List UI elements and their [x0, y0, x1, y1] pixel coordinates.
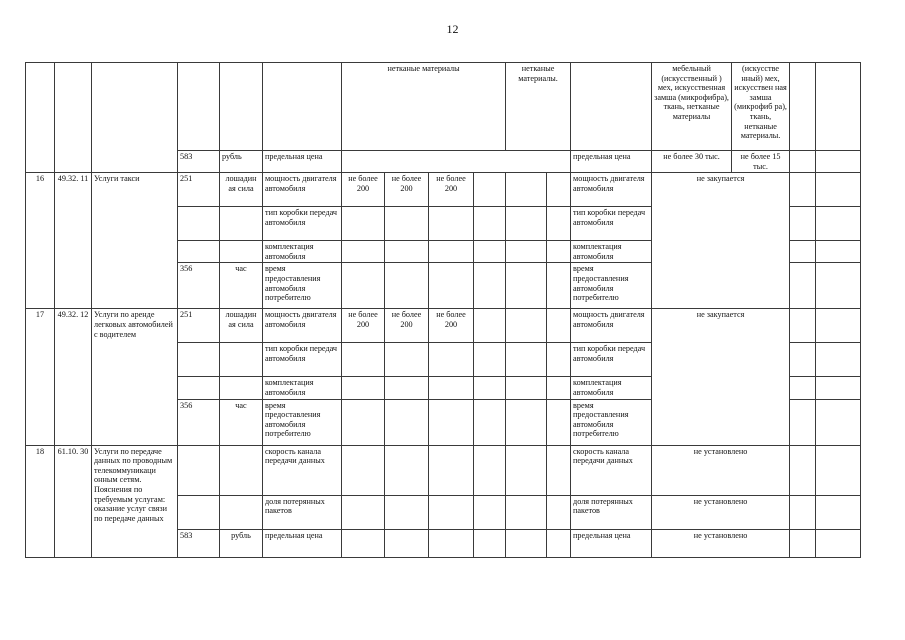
okpd-code: 49.32. 11	[55, 173, 92, 309]
characteristic-label: тип коробки передач автомобиля	[263, 343, 342, 377]
fur-cell-2: (искусстве нный) мех, искусствен ная замша (микрофиб ра), ткань, нетканые материалы.	[732, 63, 790, 151]
nonwoven-cell-2: нетканые материалы.	[506, 63, 571, 151]
procurement-requirements-table	[25, 62, 861, 558]
unit-name: лошадин ая сила	[220, 173, 263, 207]
characteristic-label-2: время предоставления автомобиля потребителю	[571, 399, 652, 445]
okei-code: 356	[178, 263, 220, 309]
characteristic-label: комплектация автомобиля	[263, 377, 342, 399]
characteristic-label-2: предельная цена	[571, 151, 652, 173]
value-cell: не более 200	[429, 309, 474, 343]
characteristic-label-2: комплектация автомобиля	[571, 377, 652, 399]
procurement-note: не закупается	[652, 309, 790, 445]
value-cell: не более 200	[342, 173, 385, 207]
characteristic-label-2: комплектация автомобиля	[571, 241, 652, 263]
characteristic-label: скорость канала передачи данных	[263, 445, 342, 495]
characteristic-label-2: предельная цена	[571, 529, 652, 557]
procurement-note: не установлено	[652, 529, 790, 557]
table-row	[26, 445, 861, 495]
value-cell: не более 200	[385, 173, 429, 207]
okei-code: 356	[178, 399, 220, 445]
value-cell: не более 200	[429, 173, 474, 207]
row-number: 17	[26, 309, 55, 445]
item-name: Услуги по передаче данных по проводным телекоммуникаци онным сетям. Пояснения по требуемым услугам: оказание услуг связи по передаче данных	[92, 445, 178, 557]
characteristic-label: комплектация автомобиля	[263, 241, 342, 263]
nonwoven-cell-1: нетканые материалы	[342, 63, 506, 151]
characteristic-label: время предоставления автомобиля потребителю	[263, 263, 342, 309]
header-continuation-row	[26, 63, 861, 151]
table-row	[26, 309, 861, 343]
characteristic-label-2: мощность двигателя автомобиля	[571, 173, 652, 207]
procurement-note: не закупается	[652, 173, 790, 309]
fur-cell-1: мебельный (искусственный ) мех, искусственная замша (микрофибра), ткань, нетканые материалы	[652, 63, 732, 151]
unit-name: час	[220, 263, 263, 309]
characteristic-label-2: доля потерянных пакетов	[571, 495, 652, 529]
characteristic-label-2: тип коробки передач автомобиля	[571, 207, 652, 241]
unit-name: час	[220, 399, 263, 445]
item-name: Услуги по аренде легковых автомобилей с водителем	[92, 309, 178, 445]
characteristic-label: предельная цена	[263, 529, 342, 557]
characteristic-label-2: мощность двигателя автомобиля	[571, 309, 652, 343]
okei-code: 583	[178, 151, 220, 173]
okei-code: 583	[178, 529, 220, 557]
unit-name: рубль	[220, 529, 263, 557]
unit-name: рубль	[220, 151, 263, 173]
value-cell: не более 200	[342, 309, 385, 343]
page-number: 12	[446, 22, 459, 36]
row-number: 18	[26, 445, 55, 557]
characteristic-label-2: скорость канала передачи данных	[571, 445, 652, 495]
characteristic-label: мощность двигателя автомобиля	[263, 173, 342, 207]
characteristic-label: тип коробки передач автомобиля	[263, 207, 342, 241]
okei-code: 251	[178, 173, 220, 207]
price-value-1: не более 30 тыс.	[652, 151, 732, 173]
price-value-2: не более 15 тыс.	[732, 151, 790, 173]
procurement-note: не установлено	[652, 445, 790, 495]
procurement-note: не установлено	[652, 495, 790, 529]
value-cell: не более 200	[385, 309, 429, 343]
row-number: 16	[26, 173, 55, 309]
okpd-code: 61.10. 30	[55, 445, 92, 557]
characteristic-label: мощность двигателя автомобиля	[263, 309, 342, 343]
okpd-code: 49.32. 12	[55, 309, 92, 445]
okei-code: 251	[178, 309, 220, 343]
item-name: Услуги такси	[92, 173, 178, 309]
characteristic-label: доля потерянных пакетов	[263, 495, 342, 529]
unit-name: лошадин ая сила	[220, 309, 263, 343]
table-row	[26, 173, 861, 207]
characteristic-label: время предоставления автомобиля потребителю	[263, 399, 342, 445]
characteristic-label: предельная цена	[263, 151, 342, 173]
characteristic-label-2: время предоставления автомобиля потребителю	[571, 263, 652, 309]
characteristic-label-2: тип коробки передач автомобиля	[571, 343, 652, 377]
